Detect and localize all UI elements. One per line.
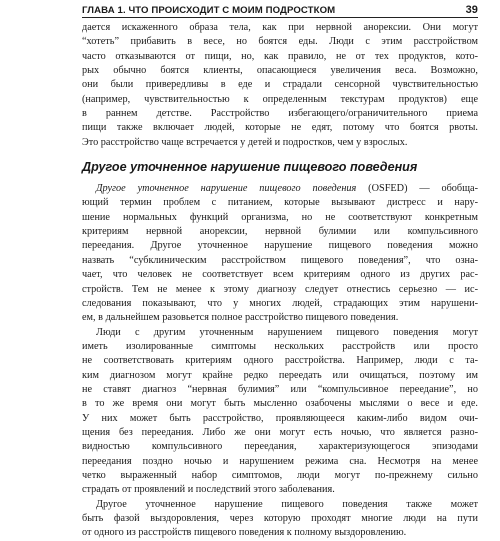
text-line: иметь изолированные симптомы нескольких расстройств или просто — [82, 340, 478, 352]
text-line: не соответствовать критериям одного расстройства. Например, люди с та- — [82, 355, 478, 367]
chapter-title: ГЛАВА 1. ЧТО ПРОИСХОДИТ С МОИМ ПОДРОСТКОМ — [82, 5, 336, 16]
text-line: назвать “субклиническим расстройством пищевого поведения”, что озна- — [82, 254, 478, 266]
text-line: в то же время они могут быть мысленно озабочены мыслями о весе и еде. — [82, 398, 478, 410]
text-line: ем, в дальнейшем разовьется полное расстройство пищевого поведения. — [82, 312, 399, 324]
paragraph-1 — [82, 21, 478, 150]
page-number: 39 — [465, 4, 478, 16]
body-text — [82, 21, 478, 541]
section-heading: Другое уточненное нарушение пищевого поведения — [82, 160, 418, 175]
text-line: щения без переедания. Либо же они могут есть ночью, что является разно- — [82, 426, 478, 438]
text-line: критериям нервной анорексии, нервной булимии или компульсивного — [82, 226, 478, 238]
text-line: не ставят диагноз “нервная булимия” или “компульсивное переедание”, но — [82, 383, 478, 395]
text-line: (например, чувствительностью к определенным текстурам продуктов) еще — [82, 93, 478, 105]
text-line: У них может быть расстройство, проявляющееся каким-либо видом очи- — [82, 412, 478, 424]
text-line: страдать от проявлений и последствий этого заболевания. — [82, 484, 335, 496]
term-italic: Другое уточненное нарушение пищевого поведения — [96, 183, 357, 195]
text-line: “хотеть” прибавить в весе, но боятся еды. Люди с этим расстройством — [82, 36, 478, 48]
text-line: переедания поздно ночью и нарушением режима сна. Несмотря на менее — [82, 455, 478, 467]
text-line: от одного из расстройств пищевого поведения к полному выздоровлению. — [82, 527, 407, 539]
text-line: стройств. Тем не менее к этому диагнозу следует отнестись серьезно — ис- — [82, 283, 478, 295]
text-line — [82, 182, 478, 196]
text-line: Другое уточненное нарушение пищевого поведения также может — [96, 498, 478, 510]
text-line: следования показывают, что у многих людей, страдающих этим нарушени- — [82, 297, 478, 309]
paragraph-2 — [82, 182, 478, 325]
text-line: пищи также включает людей, которые не едят, потому что боятся рвоты. — [82, 122, 478, 134]
text-line: переедания. Другое уточненное нарушение пищевого поведения можно — [82, 240, 478, 252]
text-line: быть фазой выздоровления, через которую проходят многие люди на пути — [82, 513, 478, 524]
text-line: видностью компульсивного переедания, характеризующегося эпизодами — [82, 441, 478, 453]
text-line: шение нормальных функций организма, но не соответствуют конкретным — [82, 211, 478, 223]
text-line: четко выраженный набор симптомов, люди могут по-прежнему сильно — [82, 469, 478, 481]
text-line: чает, что человек не соответствует всем критериям одного из других рас- — [82, 269, 478, 281]
text-line: ющий термин проблем с питанием, которые вызывают дистресс и нару- — [82, 197, 478, 209]
term-rest: (OSFED) — обобща- — [356, 183, 478, 195]
text-line: рых обычно боятся клиенты, опасающиеся увеличения веса. Возможно, — [82, 65, 478, 77]
paragraph-3 — [82, 326, 478, 498]
text-line: ким диагнозом могут крайне редко переедать или очищаться, поэтому им — [82, 369, 478, 381]
running-header — [82, 0, 478, 16]
text-line: дается искаженного образа тела, как при нервной анорексии. Они могут — [82, 22, 478, 33]
text-line: Люди с другим уточненным нарушением пищевого поведения могут — [96, 326, 478, 338]
paragraph-4 — [82, 498, 478, 541]
text-line: в раннем детстве. Расстройство избегающего/ограничительного приема — [82, 108, 478, 120]
text-line: Это расстройство чаще встречается у детей и подростков, чем у взрослых. — [82, 136, 408, 148]
text-line: часто отказываются от пищи, но, как правило, не от тех продуктов, кото- — [82, 50, 478, 62]
header-rule — [82, 17, 478, 18]
text-line: они были привередливы в еде и страдали сенсорной чувствительностью — [82, 79, 478, 91]
